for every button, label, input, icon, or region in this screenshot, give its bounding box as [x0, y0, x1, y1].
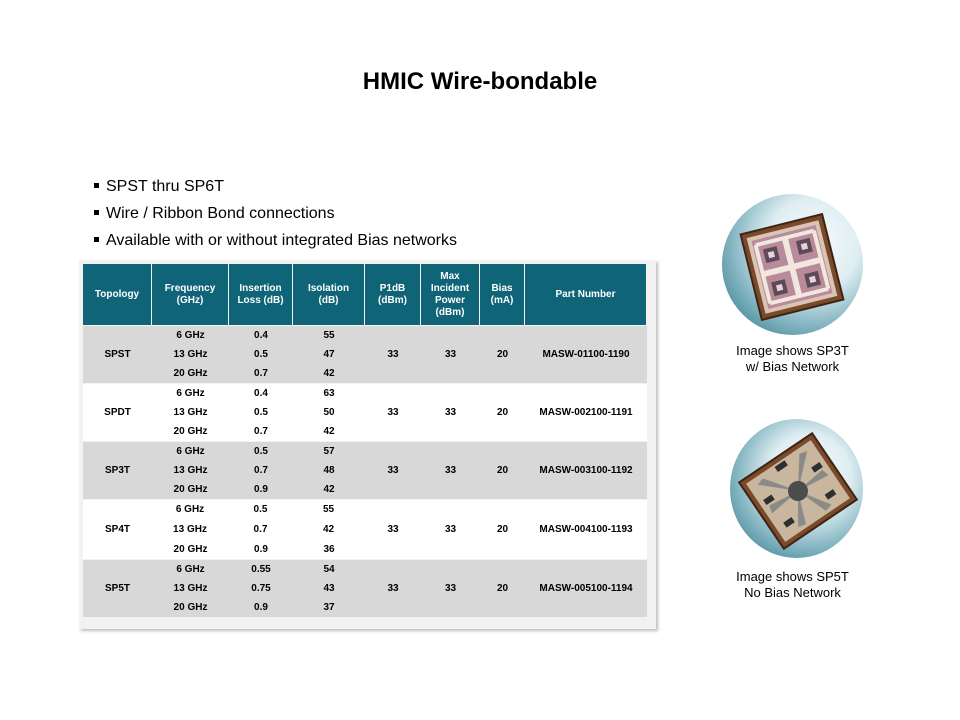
- max-incident-power-cell: 33: [421, 383, 480, 441]
- frequency-cell: 20 GHz: [152, 422, 229, 441]
- insertion-loss-cell: 0.7: [229, 422, 293, 441]
- max-incident-power-cell: 33: [421, 559, 480, 617]
- insertion-loss-cell: 0.7: [229, 364, 293, 383]
- column-header: [152, 264, 229, 325]
- column-header-line: Isolation: [307, 282, 350, 294]
- frequency-cell: 13 GHz: [152, 345, 229, 364]
- frequency-cell: 20 GHz: [152, 364, 229, 383]
- insertion-loss-cell: 0.5: [229, 499, 293, 520]
- bullet-square-icon: [94, 237, 99, 242]
- insertion-loss-cell: 0.7: [229, 520, 293, 540]
- insertion-loss-cell: 0.5: [229, 345, 293, 364]
- insertion-loss-cell: 0.7: [229, 461, 293, 480]
- p1db-cell: 33: [365, 383, 421, 441]
- isolation-cell: 55: [293, 499, 365, 520]
- caption-line: No Bias Network: [744, 585, 841, 600]
- frequency-cell: 20 GHz: [152, 480, 229, 499]
- isolation-cell: 36: [293, 540, 365, 559]
- bias-cell: 20: [480, 559, 525, 617]
- column-header-line: Topology: [94, 288, 140, 300]
- column-header-line: (mA): [490, 294, 514, 306]
- column-header-line: Bias: [491, 282, 513, 294]
- table-row: [83, 325, 647, 345]
- spec-table-container: [79, 260, 656, 629]
- column-header-line: Loss (dB): [237, 294, 284, 306]
- column-header-line: Part Number: [555, 288, 616, 300]
- column-header-line: (dB): [318, 294, 339, 306]
- column-header-line: Incident: [430, 282, 470, 294]
- frequency-cell: 6 GHz: [152, 383, 229, 403]
- bias-cell: 20: [480, 499, 525, 559]
- insertion-loss-cell: 0.4: [229, 383, 293, 403]
- image-caption-sp5t: [722, 569, 863, 601]
- bullet-item: [94, 203, 457, 230]
- part-number-cell: MASW-01100-1190: [525, 325, 647, 383]
- topology-cell: SP4T: [83, 499, 152, 559]
- p1db-cell: 33: [365, 325, 421, 383]
- isolation-cell: 54: [293, 559, 365, 579]
- insertion-loss-cell: 0.9: [229, 540, 293, 559]
- table-row: [83, 559, 647, 579]
- column-header: [365, 264, 421, 325]
- isolation-cell: 63: [293, 383, 365, 403]
- bias-cell: 20: [480, 441, 525, 499]
- chip-image-sp5t: [730, 419, 863, 558]
- isolation-cell: 42: [293, 364, 365, 383]
- bullet-text: Wire / Ribbon Bond connections: [106, 205, 335, 222]
- column-header-line: (dBm): [435, 306, 465, 318]
- bullet-list: [94, 176, 457, 257]
- part-number-cell: MASW-005100-1194: [525, 559, 647, 617]
- column-header-line: (dBm): [378, 294, 407, 306]
- bullet-item: [94, 230, 457, 257]
- bias-cell: 20: [480, 325, 525, 383]
- topology-cell: SPDT: [83, 383, 152, 441]
- insertion-loss-cell: 0.4: [229, 325, 293, 345]
- insertion-loss-cell: 0.9: [229, 480, 293, 499]
- bullet-text: SPST thru SP6T: [106, 178, 224, 195]
- bullet-square-icon: [94, 210, 99, 215]
- table-header-row: [83, 264, 647, 325]
- p1db-cell: 33: [365, 441, 421, 499]
- insertion-loss-cell: 0.55: [229, 559, 293, 579]
- frequency-cell: 6 GHz: [152, 441, 229, 461]
- isolation-cell: 42: [293, 480, 365, 499]
- isolation-cell: 55: [293, 325, 365, 345]
- table-row: [83, 499, 647, 520]
- column-header-line: Frequency: [164, 282, 216, 294]
- image-caption-sp3t: [722, 343, 863, 375]
- isolation-cell: 37: [293, 598, 365, 617]
- caption-line: Image shows SP5T: [736, 569, 849, 584]
- topology-cell: SPST: [83, 325, 152, 383]
- column-header: [229, 264, 293, 325]
- isolation-cell: 47: [293, 345, 365, 364]
- part-number-cell: MASW-002100-1191: [525, 383, 647, 441]
- max-incident-power-cell: 33: [421, 499, 480, 559]
- bullet-text: Available with or without integrated Bias networks: [106, 232, 457, 249]
- column-header: [525, 264, 647, 325]
- chip-image-sp3t: [722, 194, 863, 335]
- insertion-loss-cell: 0.5: [229, 441, 293, 461]
- isolation-cell: 43: [293, 579, 365, 598]
- frequency-cell: 20 GHz: [152, 540, 229, 559]
- isolation-cell: 42: [293, 520, 365, 540]
- caption-line: w/ Bias Network: [745, 359, 840, 374]
- column-header-line: P1dB: [379, 282, 406, 294]
- column-header: [293, 264, 365, 325]
- isolation-cell: 50: [293, 403, 365, 422]
- column-header: [83, 264, 152, 325]
- bias-cell: 20: [480, 383, 525, 441]
- max-incident-power-cell: 33: [421, 325, 480, 383]
- caption-line: Image shows SP3T: [736, 343, 849, 358]
- spec-table: [83, 264, 647, 617]
- slide-title: HMIC Wire-bondable: [362, 68, 598, 95]
- topology-cell: SP3T: [83, 441, 152, 499]
- frequency-cell: 20 GHz: [152, 598, 229, 617]
- p1db-cell: 33: [365, 499, 421, 559]
- table-row: [83, 383, 647, 403]
- column-header: [421, 264, 480, 325]
- topology-cell: SP5T: [83, 559, 152, 617]
- part-number-cell: MASW-003100-1192: [525, 441, 647, 499]
- column-header-line: (GHz): [176, 294, 204, 306]
- frequency-cell: 6 GHz: [152, 325, 229, 345]
- p1db-cell: 33: [365, 559, 421, 617]
- frequency-cell: 13 GHz: [152, 520, 229, 540]
- isolation-cell: 42: [293, 422, 365, 441]
- insertion-loss-cell: 0.5: [229, 403, 293, 422]
- insertion-loss-cell: 0.9: [229, 598, 293, 617]
- column-header-line: Max: [440, 270, 460, 282]
- table-row: [83, 441, 647, 461]
- isolation-cell: 57: [293, 441, 365, 461]
- frequency-cell: 6 GHz: [152, 559, 229, 579]
- bullet-item: [94, 176, 457, 203]
- isolation-cell: 48: [293, 461, 365, 480]
- insertion-loss-cell: 0.75: [229, 579, 293, 598]
- column-header-line: Power: [434, 294, 465, 306]
- part-number-cell: MASW-004100-1193: [525, 499, 647, 559]
- frequency-cell: 13 GHz: [152, 579, 229, 598]
- bullet-square-icon: [94, 183, 99, 188]
- frequency-cell: 13 GHz: [152, 461, 229, 480]
- table-body: [83, 325, 647, 617]
- frequency-cell: 6 GHz: [152, 499, 229, 520]
- column-header-line: Insertion: [239, 282, 282, 294]
- column-header: [480, 264, 525, 325]
- max-incident-power-cell: 33: [421, 441, 480, 499]
- frequency-cell: 13 GHz: [152, 403, 229, 422]
